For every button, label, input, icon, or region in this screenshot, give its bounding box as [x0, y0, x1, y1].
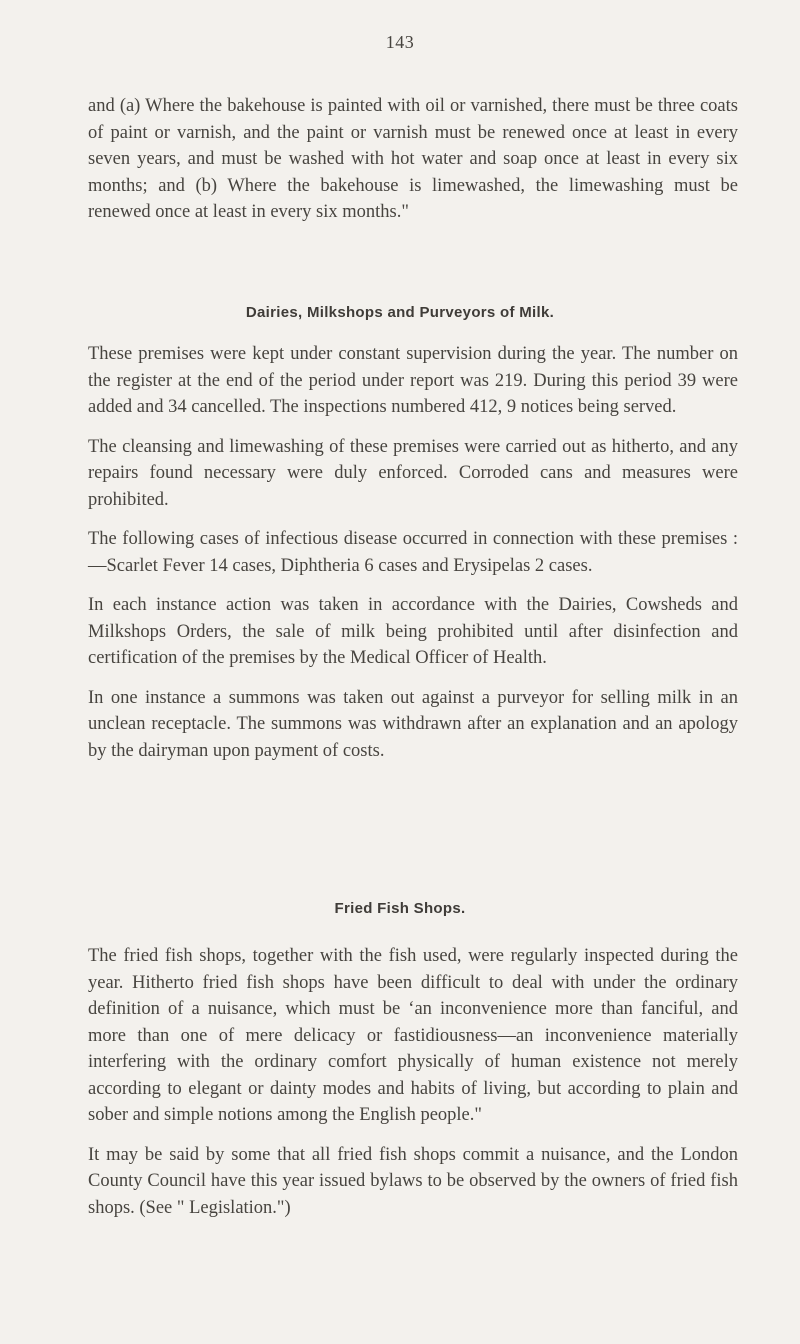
dairies-paragraph-2: The cleansing and limewashing of these premises were carried out as hitherto, and any repairs found necessary were duly enforced. Corroded cans and measures were prohibited.: [88, 436, 738, 510]
section-fried-fish: [88, 943, 738, 1234]
dairies-paragraph-3: The following cases of infectious disease occurred in connection with these premises :—Scarlet Fever 14 cases, Diphtheria 6 cases and Erysipelas 2 cases.: [88, 529, 738, 576]
section-dairies: [88, 341, 738, 777]
page-number: 143: [385, 32, 415, 52]
section-heading-dairies: Dairies, Milkshops and Purveyors of Milk.: [245, 304, 555, 321]
intro-block: [88, 93, 738, 226]
dairies-paragraph-4: In each instance action was taken in accordance with the Dairies, Cowsheds and Milkshops Orders, the sale of milk being prohibited until after disinfection and certification of the premises by the Medical Officer of Health.: [88, 595, 738, 668]
intro-paragraph: and (a) Where the bakehouse is painted with oil or varnished, there must be three coats of paint or varnish, and the paint or varnish must be renewed once at least in every seven years, and must be washed with hot water and soap once at least in every six months; and (b) Where the bakehouse is limewashed, the limewashing must be renewed once at least in every six months.": [88, 96, 738, 222]
dairies-paragraph-1: These premises were kept under constant supervision during the year. The number on the register at the end of the period under report was 219. During this period 39 were added and 34 cancelled. The inspections numbered 412, 9 notices being served.: [88, 344, 738, 417]
fish-paragraph-1: The fried fish shops, together with the fish used, were regularly inspected during the year. Hitherto fried fish shops have been difficult to deal with under the ordinary definition of a nuisance, which must be ‘an inconvenience more than fanciful, and more than one of mere delicacy or fastidiousness—an inconvenience materially interfering with the ordinary comfort physically of human existence not merely according to elegant or dainty modes and habits of living, but according to plain and sober and simple notions among the English people.": [88, 946, 738, 1125]
dairies-paragraph-5: In one instance a summons was taken out against a purveyor for selling milk in an unclean receptacle. The summons was withdrawn after an explanation and an apology by the dairyman upon payment of costs.: [88, 687, 738, 761]
section-heading-fried-fish: Fried Fish Shops.: [334, 900, 466, 917]
fish-paragraph-2: It may be said by some that all fried fish shops commit a nuisance, and the London County Council have this year issued bylaws to be observed by the owners of fried fish shops. (See " Legislation."): [88, 1144, 738, 1218]
